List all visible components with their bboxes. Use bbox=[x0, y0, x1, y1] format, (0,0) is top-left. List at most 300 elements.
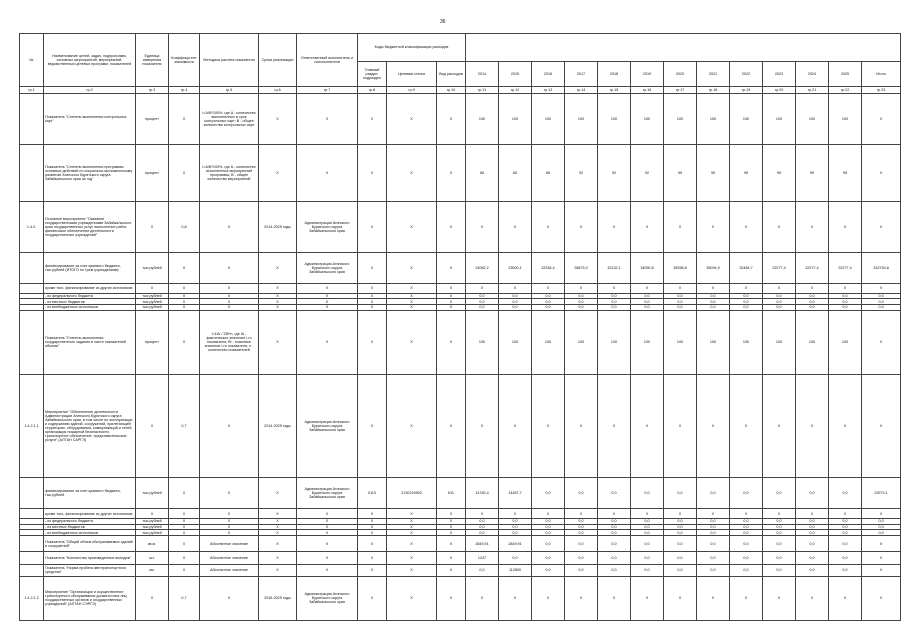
table-cell: X bbox=[862, 374, 901, 478]
table-cell: X bbox=[499, 283, 532, 293]
table-cell: 100 bbox=[697, 94, 730, 145]
table-cell: X bbox=[631, 374, 664, 478]
table-cell: 0,0 bbox=[466, 304, 499, 310]
table-cell: процент bbox=[136, 94, 169, 145]
table-cell: 0,0 bbox=[763, 293, 796, 299]
table-cell: X bbox=[358, 535, 387, 552]
table-cell: X bbox=[200, 202, 259, 253]
table-cell: Мероприятие "Обеспечение деятельности Администрации Агинского Бурятского округа Забайкальского края, в том числе по эксплуатации и содержанию зданий, сооружений, прилегающей территории, оборудования, коммуникаций и сетей, организация пожарной безопасности, транспортное обеспечение, представительские услуги" (АЛТАН САРГЭ) bbox=[44, 374, 136, 478]
table-cell: 0,0 bbox=[565, 293, 598, 299]
table-cell: - из местных бюджетов bbox=[44, 524, 136, 530]
table-cell: X bbox=[259, 478, 297, 509]
table-cell: 100 bbox=[730, 310, 763, 374]
table-cell: X bbox=[387, 576, 437, 620]
table-cell: 0,0 bbox=[664, 293, 697, 299]
table-cell: 0,0 bbox=[565, 478, 598, 509]
table-cell: X bbox=[532, 374, 565, 478]
table-cell bbox=[20, 478, 44, 509]
table-cell: X bbox=[387, 374, 437, 478]
table-cell: 0,0 bbox=[532, 564, 565, 576]
table-cell: Показатель "Количество произведенных выездов" bbox=[44, 552, 136, 564]
table-cell: 0,0 bbox=[631, 293, 664, 299]
table-cell bbox=[20, 283, 44, 293]
table-cell: Администрация Агинского Бурятского округа Забайкальского края bbox=[297, 374, 358, 478]
table-cell: 32132,1 bbox=[598, 252, 631, 283]
table-cell: 100 bbox=[499, 310, 532, 374]
table-cell: км. bbox=[136, 564, 169, 576]
table-cell: 0,0 bbox=[829, 299, 862, 305]
table-cell: 0,0 bbox=[565, 535, 598, 552]
table-cell: I=ΣAi / ΣBi*n, где Ai - фактическое значение i-го показателя; Bi - плановое значение i-го показателя, n - количество показателей bbox=[200, 310, 259, 374]
table-cell: 1.4.2.1.1 bbox=[20, 374, 44, 478]
table-cell: Администрация Агинского Бурятского округа Забайкальского края bbox=[297, 252, 358, 283]
table-cell: тыс.рублей bbox=[136, 519, 169, 525]
table-cell: X bbox=[259, 252, 297, 283]
table-cell: 332754,8 bbox=[862, 252, 901, 283]
table-cell: X bbox=[565, 576, 598, 620]
column-number: гр.19 bbox=[730, 87, 763, 94]
table-cell: тыс.рублей bbox=[136, 293, 169, 299]
table-cell: 0,0 bbox=[499, 524, 532, 530]
table-cell: 0,0 bbox=[697, 552, 730, 564]
column-number: гр.2 bbox=[44, 87, 136, 94]
table-cell: X bbox=[631, 202, 664, 253]
table-cell: X bbox=[437, 530, 466, 536]
table-cell: X bbox=[796, 509, 829, 519]
header-budget-codes: Коды бюджетной классификации расходов bbox=[358, 34, 466, 62]
table-cell: X bbox=[437, 283, 466, 293]
header-main-section: Главный раздел, подраздел bbox=[358, 62, 387, 87]
table-cell: 92 bbox=[598, 144, 631, 201]
table-cell: 0,0 bbox=[631, 299, 664, 305]
table-cell: X bbox=[297, 524, 358, 530]
table-cell: 14487,7 bbox=[499, 478, 532, 509]
table-cell: Мероприятие "Организация и осуществление транспортного обслуживания должностных лиц государственных органов и государственных учреждений" (АЛТАН СЭРГЭ) bbox=[44, 576, 136, 620]
table-cell: 0,0 bbox=[796, 519, 829, 525]
table-cell: процент bbox=[136, 310, 169, 374]
table-cell: 0,0 bbox=[532, 524, 565, 530]
table-cell: X bbox=[358, 202, 387, 253]
table-cell: 0,0 bbox=[730, 304, 763, 310]
table-cell: X bbox=[862, 310, 901, 374]
table-cell: X bbox=[259, 299, 297, 305]
table-cell: X bbox=[598, 202, 631, 253]
table-cell: X bbox=[532, 576, 565, 620]
table-cell: 0,0 bbox=[763, 552, 796, 564]
table-cell: X bbox=[466, 509, 499, 519]
table-cell: 0,0 bbox=[730, 530, 763, 536]
header-method: Методика расчета показателя bbox=[200, 34, 259, 87]
table-cell: X bbox=[829, 202, 862, 253]
table-row bbox=[20, 374, 901, 478]
table-cell: 0,0 bbox=[565, 299, 598, 305]
table-cell: 0,0 bbox=[763, 535, 796, 552]
table-cell bbox=[20, 509, 44, 519]
table-cell: 0,0 bbox=[829, 478, 862, 509]
column-number: гр.12 bbox=[499, 87, 532, 94]
table-cell: X bbox=[730, 374, 763, 478]
column-number: гр.9 bbox=[387, 87, 437, 94]
table-cell: 0,0 bbox=[499, 519, 532, 525]
header-year-2024: 2024 bbox=[796, 62, 829, 87]
table-cell: 0,0 bbox=[862, 524, 901, 530]
table-cell: 0,0 bbox=[532, 530, 565, 536]
table-cell: X bbox=[437, 293, 466, 299]
table-cell: 0,8 bbox=[169, 202, 200, 253]
table-cell: 0,0 bbox=[565, 519, 598, 525]
table-cell: 2849,91 bbox=[499, 535, 532, 552]
table-cell: шт. bbox=[136, 552, 169, 564]
table-cell: X bbox=[437, 299, 466, 305]
table-cell: 0,0 bbox=[598, 535, 631, 552]
table-cell: X bbox=[437, 535, 466, 552]
table-row bbox=[20, 535, 901, 552]
table-row bbox=[20, 144, 901, 201]
column-number: гр.6 bbox=[259, 87, 297, 94]
table-cell: X bbox=[358, 94, 387, 145]
header-year-2015: 2015 bbox=[499, 62, 532, 87]
table-cell: X bbox=[466, 576, 499, 620]
table-cell: 0,0 bbox=[499, 304, 532, 310]
table-cell: 0,0 bbox=[631, 530, 664, 536]
table-cell: X bbox=[169, 283, 200, 293]
table-cell: 112800 bbox=[499, 564, 532, 576]
table-cell: 0,0 bbox=[697, 293, 730, 299]
table-cell: 0,0 bbox=[763, 519, 796, 525]
table-cell: 0,0 bbox=[565, 530, 598, 536]
table-cell: 0,0 bbox=[598, 564, 631, 576]
table-cell: 0,0 bbox=[829, 524, 862, 530]
table-cell: 0,0 bbox=[829, 304, 862, 310]
table-cell: 0,0 bbox=[532, 293, 565, 299]
table-cell: X bbox=[862, 144, 901, 201]
table-cell: 0,0 bbox=[697, 524, 730, 530]
table-cell: 32484,7 bbox=[730, 252, 763, 283]
table-cell: X bbox=[358, 576, 387, 620]
table-cell: 34050,8 bbox=[631, 252, 664, 283]
table-cell: 0,0 bbox=[532, 299, 565, 305]
table-cell: X bbox=[730, 576, 763, 620]
header-blank bbox=[466, 34, 901, 62]
table-cell: X bbox=[796, 374, 829, 478]
table-cell: X bbox=[862, 576, 901, 620]
column-number: гр.21 bbox=[796, 87, 829, 94]
table-cell: X bbox=[829, 283, 862, 293]
table-cell: X bbox=[829, 576, 862, 620]
table-cell: 0,0 bbox=[631, 535, 664, 552]
table-cell: - из федерального бюджета bbox=[44, 519, 136, 525]
table-cell: 100 bbox=[763, 310, 796, 374]
table-cell: X bbox=[259, 519, 297, 525]
table-row bbox=[20, 478, 901, 509]
table-cell: 0,0 bbox=[829, 552, 862, 564]
header-target-article: Целевая статья bbox=[387, 62, 437, 87]
table-cell: X bbox=[259, 310, 297, 374]
table-cell: X bbox=[358, 552, 387, 564]
table-cell: кроме того, финансирование из других источников: bbox=[44, 283, 136, 293]
table-cell: тыс.рублей bbox=[136, 524, 169, 530]
table-cell: Администрация Агинского Бурятского округа Забайкальского края bbox=[297, 576, 358, 620]
column-number: гр.3 bbox=[136, 87, 169, 94]
table-cell: 0,0 bbox=[631, 552, 664, 564]
table-cell: финансирование за счет краевого бюджета, тыс.рублей bbox=[44, 478, 136, 509]
table-cell: X bbox=[200, 293, 259, 299]
table-cell: X bbox=[387, 552, 437, 564]
table-cell: X bbox=[136, 509, 169, 519]
table-cell: 0,0 bbox=[598, 530, 631, 536]
table-cell: X bbox=[200, 304, 259, 310]
table-cell: X bbox=[598, 283, 631, 293]
table-cell: X bbox=[297, 519, 358, 525]
table-cell: X bbox=[387, 94, 437, 145]
header-name: Наименование целей, задач, подпрограмм, основных мероприятий, мероприятий, ведомственных целевых программ, показателей bbox=[44, 34, 136, 87]
table-cell: X bbox=[169, 293, 200, 299]
table-cell: X bbox=[664, 509, 697, 519]
table-cell: X bbox=[862, 94, 901, 145]
table-cell: 85 bbox=[499, 144, 532, 201]
table-cell: 0,0 bbox=[763, 304, 796, 310]
table-cell: X bbox=[297, 530, 358, 536]
table-cell: X bbox=[200, 252, 259, 283]
program-table bbox=[19, 33, 901, 621]
table-cell: X bbox=[169, 94, 200, 145]
table-cell: - из федерального бюджета bbox=[44, 293, 136, 299]
table-cell: X bbox=[499, 509, 532, 519]
table-cell: финансирование за счет краевого бюджета, тыс.рублей (ИТОГО по трем учреждениям) bbox=[44, 252, 136, 283]
table-cell: X bbox=[297, 304, 358, 310]
table-cell: 0,0 bbox=[664, 524, 697, 530]
table-cell: X bbox=[200, 519, 259, 525]
table-cell: X bbox=[499, 202, 532, 253]
table-cell: X bbox=[697, 509, 730, 519]
table-cell: X bbox=[862, 202, 901, 253]
table-cell: X bbox=[297, 564, 358, 576]
table-cell: X bbox=[387, 509, 437, 519]
table-cell: X bbox=[387, 564, 437, 576]
table-cell: X bbox=[259, 530, 297, 536]
table-cell: X bbox=[358, 252, 387, 283]
table-cell bbox=[20, 144, 44, 201]
header-year-2025: 2025 bbox=[829, 62, 862, 87]
table-cell: X bbox=[259, 509, 297, 519]
table-cell: X bbox=[862, 564, 901, 576]
table-cell: 100 bbox=[796, 310, 829, 374]
table-cell: 100 bbox=[697, 310, 730, 374]
table-cell: X bbox=[200, 530, 259, 536]
table-cell: 0,0 bbox=[664, 478, 697, 509]
table-cell: 0,0 bbox=[796, 524, 829, 530]
table-cell: X bbox=[437, 519, 466, 525]
table-cell: X bbox=[796, 576, 829, 620]
table-cell: X bbox=[862, 535, 901, 552]
table-cell: 0,0 bbox=[664, 552, 697, 564]
table-cell: 100 bbox=[499, 94, 532, 145]
table-cell: 2130219902 bbox=[387, 478, 437, 509]
table-cell: тыс.рублей bbox=[136, 478, 169, 509]
table-cell: 0,0 bbox=[796, 293, 829, 299]
table-cell: 0,0 bbox=[664, 519, 697, 525]
table-cell: X bbox=[358, 374, 387, 478]
table-row bbox=[20, 252, 901, 283]
table-cell bbox=[20, 552, 44, 564]
table-row bbox=[20, 94, 901, 145]
table-cell: X bbox=[664, 576, 697, 620]
table-cell: X bbox=[862, 509, 901, 519]
table-cell: 0,0 bbox=[730, 299, 763, 305]
table-cell: 0,0 bbox=[796, 564, 829, 576]
table-cell: 2016-2025 годы bbox=[259, 576, 297, 620]
table-cell bbox=[20, 94, 44, 145]
table-cell: кв.м. bbox=[136, 535, 169, 552]
table-cell: X bbox=[136, 202, 169, 253]
table-cell: X bbox=[598, 576, 631, 620]
table-cell: X bbox=[387, 310, 437, 374]
table-cell: X bbox=[297, 283, 358, 293]
column-number: гр.18 bbox=[697, 87, 730, 94]
table-cell: 0,0 bbox=[664, 304, 697, 310]
header-no: № bbox=[20, 34, 44, 87]
table-cell: X bbox=[697, 374, 730, 478]
table-cell: X bbox=[437, 304, 466, 310]
table-cell: 0,0 bbox=[532, 304, 565, 310]
table-cell: 92 bbox=[565, 144, 598, 201]
table-cell: 95 bbox=[664, 144, 697, 201]
table-cell: 0,0 bbox=[730, 293, 763, 299]
table-cell: X bbox=[387, 252, 437, 283]
table-cell: 24082,2 bbox=[466, 252, 499, 283]
table-cell: Показатель "Степень выполнения контрольных карт" bbox=[44, 94, 136, 145]
table-cell: 1.4.2. bbox=[20, 202, 44, 253]
table-cell: 95 bbox=[763, 144, 796, 201]
table-cell: 0,0 bbox=[466, 564, 499, 576]
table-cell: тыс.рублей bbox=[136, 252, 169, 283]
table-cell: X bbox=[358, 299, 387, 305]
table-cell: 1247 bbox=[466, 552, 499, 564]
table-cell: X bbox=[259, 564, 297, 576]
table-cell: 0,0 bbox=[532, 478, 565, 509]
table-cell: 0,0 bbox=[499, 293, 532, 299]
table-cell: X bbox=[297, 535, 358, 552]
table-cell: Показатель "Норма пробега автотранспортного средства" bbox=[44, 564, 136, 576]
table-cell: X bbox=[437, 374, 466, 478]
table-cell: X bbox=[829, 374, 862, 478]
table-cell: X bbox=[763, 283, 796, 293]
header-coefficient: Коэффици-ент значимости bbox=[169, 34, 200, 87]
table-cell: X bbox=[200, 374, 259, 478]
table-cell: 0,0 bbox=[862, 530, 901, 536]
table-cell: 92 bbox=[631, 144, 664, 201]
table-cell: X bbox=[437, 509, 466, 519]
table-cell: X bbox=[862, 552, 901, 564]
table-cell: X bbox=[730, 202, 763, 253]
table-cell: X bbox=[358, 310, 387, 374]
column-number: гр.8 bbox=[358, 87, 387, 94]
table-cell: X bbox=[387, 299, 437, 305]
header-year-2014: 2014 bbox=[466, 62, 499, 87]
table-cell: 29270,1 bbox=[862, 478, 901, 509]
table-cell: 0,0 bbox=[763, 564, 796, 576]
table-cell: 0,0 bbox=[796, 299, 829, 305]
table-cell: I=A/B*100%, где A - количество исполненных мероприятий программы; B - общее количество мероприятий bbox=[200, 144, 259, 201]
header-unit: Единица измерения показателя bbox=[136, 34, 169, 87]
table-cell: 0,0 bbox=[664, 535, 697, 552]
table-cell: X bbox=[358, 293, 387, 299]
table-cell: 0,0 bbox=[631, 519, 664, 525]
table-cell: X bbox=[169, 144, 200, 201]
header-term: Сроки реализации bbox=[259, 34, 297, 87]
table-cell: X bbox=[829, 509, 862, 519]
column-number: гр.14 bbox=[565, 87, 598, 94]
table-cell: X bbox=[387, 293, 437, 299]
table-cell: 100 bbox=[598, 94, 631, 145]
table-cell: 35358,8 bbox=[664, 252, 697, 283]
table-cell: Абсолютное значение bbox=[200, 535, 259, 552]
table-cell: тыс.рублей bbox=[136, 299, 169, 305]
table-cell: X bbox=[358, 283, 387, 293]
table-cell: X bbox=[259, 304, 297, 310]
table-row bbox=[20, 564, 901, 576]
table-cell: X bbox=[532, 283, 565, 293]
table-cell: 0,0 bbox=[763, 478, 796, 509]
table-cell: 0,0 bbox=[862, 299, 901, 305]
table-cell: X bbox=[697, 202, 730, 253]
table-cell: X bbox=[259, 535, 297, 552]
table-cell: 0,0 bbox=[796, 552, 829, 564]
table-cell: X bbox=[297, 299, 358, 305]
table-cell: X bbox=[466, 202, 499, 253]
column-number: гр.23 bbox=[862, 87, 901, 94]
table-cell: Абсолютное значение bbox=[200, 564, 259, 576]
table-cell: 22284,4 bbox=[532, 252, 565, 283]
table-cell: Показатель "Степень выполнения государственного задания в части показателей объема" bbox=[44, 310, 136, 374]
column-number: гр.15 bbox=[598, 87, 631, 94]
table-cell: X bbox=[387, 535, 437, 552]
table-cell: X bbox=[259, 293, 297, 299]
table-cell: X bbox=[631, 509, 664, 519]
table-cell: X bbox=[437, 252, 466, 283]
table-cell: 0,0 bbox=[730, 519, 763, 525]
table-cell: X bbox=[466, 374, 499, 478]
table-cell: Показатель "Степень выполнения программы основных действий по социально-экономическому развитию Агинского Бурятского округа Забайкальского края за год" bbox=[44, 144, 136, 201]
table-row bbox=[20, 576, 901, 620]
table-cell: кроме того, финансирование из других источников: bbox=[44, 509, 136, 519]
table-cell: X bbox=[437, 202, 466, 253]
table-cell: 0,0 bbox=[631, 478, 664, 509]
table-cell: 0,0 bbox=[532, 519, 565, 525]
table-cell: 100 bbox=[664, 310, 697, 374]
table-cell: X bbox=[697, 576, 730, 620]
header-year-2017: 2017 bbox=[565, 62, 598, 87]
table-cell bbox=[20, 535, 44, 552]
table-cell: 100 bbox=[532, 310, 565, 374]
table-cell: 0,0 bbox=[829, 293, 862, 299]
table-cell: 0,0 bbox=[466, 524, 499, 530]
table-cell: X bbox=[437, 564, 466, 576]
table-cell: 611 bbox=[437, 478, 466, 509]
table-cell: 0,0 bbox=[466, 530, 499, 536]
table-cell: 0,0 bbox=[598, 524, 631, 530]
table-cell: 0,0 bbox=[565, 524, 598, 530]
table-cell: X bbox=[664, 202, 697, 253]
table-cell: X bbox=[387, 530, 437, 536]
column-number: гр.17 bbox=[664, 87, 697, 94]
table-cell: 0,0 bbox=[697, 299, 730, 305]
table-cell: X bbox=[200, 478, 259, 509]
table-cell: 0,0 bbox=[730, 564, 763, 576]
table-cell: 100 bbox=[763, 94, 796, 145]
table-cell: X bbox=[387, 283, 437, 293]
table-cell: X bbox=[796, 202, 829, 253]
